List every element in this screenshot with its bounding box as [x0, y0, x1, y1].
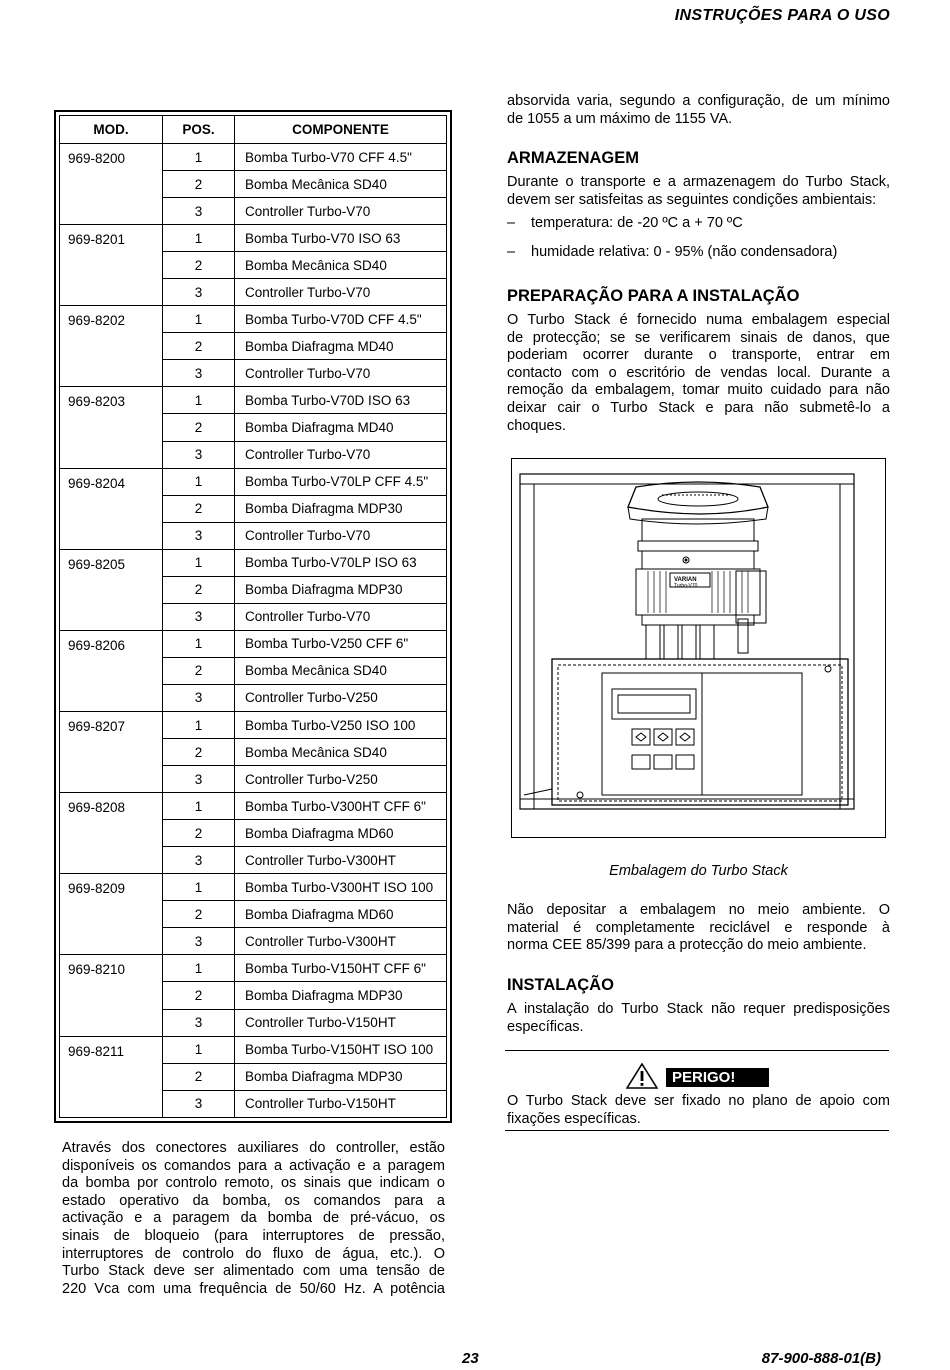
warning-triangle-icon: [626, 1063, 658, 1089]
model-cell: 969-8203: [60, 387, 163, 468]
table-row: [60, 225, 447, 252]
text-line: choques.: [507, 417, 566, 434]
position-cell: 3: [163, 603, 235, 630]
danger-paragraph: [507, 1093, 890, 1128]
position-cell: 1: [163, 468, 235, 495]
component-cell: Controller Turbo-V300HT: [235, 847, 447, 874]
model-cell: 969-8200: [60, 144, 163, 225]
table-row: [60, 306, 447, 333]
component-cell: Bomba Diafragma MD60: [235, 901, 447, 928]
component-cell: Bomba Mecânica SD40: [235, 657, 447, 684]
section-heading-instalacao: INSTALAÇÃO: [507, 976, 614, 994]
component-cell: Controller Turbo-V150HT: [235, 1009, 447, 1036]
environment-paragraph: [507, 902, 890, 955]
text-line: 220 Vca com uma frequência de 50/60 Hz. A potência: [62, 1280, 445, 1297]
dash-bullet-icon: –: [507, 215, 516, 231]
text-line: Através dos conectores auxiliares do controller, estão: [62, 1140, 445, 1156]
position-cell: 3: [163, 684, 235, 711]
component-cell: Bomba Turbo-V70D CFF 4.5": [235, 306, 447, 333]
position-cell: 2: [163, 982, 235, 1009]
component-cell: Bomba Turbo-V150HT ISO 100: [235, 1036, 447, 1063]
power-continued-paragraph: [507, 93, 890, 128]
text-line: activação e a paragem da bomba de pré-vácuo, os: [62, 1210, 445, 1227]
text-line: remoção da embalagem, tomar muito cuidado para não: [507, 382, 890, 399]
model-cell: 969-8211: [60, 1036, 163, 1117]
text-line: de protecção; se se verificarem sinais de danos, que: [507, 329, 890, 346]
component-cell: Bomba Mecânica SD40: [235, 171, 447, 198]
table-row: [60, 1036, 447, 1063]
text-line: norma CEE 85/399 para a protecção do meio ambiente.: [507, 937, 867, 954]
position-cell: 2: [163, 495, 235, 522]
component-cell: Bomba Mecânica SD40: [235, 739, 447, 766]
model-label: Turbo-V70: [674, 583, 698, 589]
position-cell: 2: [163, 171, 235, 198]
component-cell: Bomba Mecânica SD40: [235, 252, 447, 279]
section-heading-armazenagem: ARMAZENAGEM: [507, 149, 639, 167]
position-cell: 1: [163, 306, 235, 333]
component-cell: Controller Turbo-V70: [235, 603, 447, 630]
dash-bullet-icon: –: [507, 244, 516, 260]
model-cell: 969-8209: [60, 874, 163, 955]
text-line: específicas.: [507, 1018, 584, 1035]
header-mod: MOD.: [60, 116, 163, 144]
danger-top-rule: [505, 1050, 889, 1051]
table-row: [60, 711, 447, 738]
header-componente: COMPONENTE: [235, 116, 447, 144]
page-header-title: INSTRUÇÕES PARA O USO: [674, 7, 890, 24]
component-cell: Bomba Turbo-V70LP ISO 63: [235, 549, 447, 576]
danger-bottom-rule: [505, 1130, 889, 1131]
armazenagem-paragraph: [507, 174, 890, 209]
component-cell: Bomba Turbo-V300HT CFF 6": [235, 793, 447, 820]
component-cell: Bomba Turbo-V250 ISO 100: [235, 711, 447, 738]
component-cell: Bomba Diafragma MD40: [235, 333, 447, 360]
position-cell: 2: [163, 414, 235, 441]
packaging-drawing: [512, 459, 884, 836]
component-cell: Controller Turbo-V70: [235, 441, 447, 468]
component-cell: Bomba Turbo-V70LP CFF 4.5": [235, 468, 447, 495]
text-line: fixações específicas.: [507, 1110, 641, 1127]
component-cell: Bomba Turbo-V70 ISO 63: [235, 225, 447, 252]
model-cell: 969-8202: [60, 306, 163, 387]
text-line: Durante o transporte e a armazenagem do Turbo Stack,: [507, 174, 890, 190]
preparacao-paragraph: [507, 312, 890, 435]
position-cell: 3: [163, 1009, 235, 1036]
position-cell: 2: [163, 820, 235, 847]
position-cell: 1: [163, 711, 235, 738]
table-header-row: [60, 116, 447, 144]
position-cell: 2: [163, 1063, 235, 1090]
text-line: da bomba por controlo remoto, os sinais que indicam o: [62, 1175, 445, 1192]
text-line: estado operativo da bomba, os comandos para a: [62, 1192, 445, 1209]
position-cell: 3: [163, 847, 235, 874]
model-cell: 969-8207: [60, 711, 163, 792]
position-cell: 3: [163, 279, 235, 306]
component-cell: Bomba Diafragma MD40: [235, 414, 447, 441]
text-line: O Turbo Stack é fornecido numa embalagem especial: [507, 312, 890, 328]
position-cell: 3: [163, 928, 235, 955]
table-row: [60, 793, 447, 820]
text-line: interruptores de controlo do fluxo de água, etc.). O: [62, 1245, 445, 1262]
header-pos: POS.: [163, 116, 235, 144]
bullet-text: temperatura: de -20 ºC a + 70 ºC: [531, 215, 743, 231]
position-cell: 1: [163, 874, 235, 901]
danger-badge: PERIGO!: [666, 1068, 769, 1087]
table-row: [60, 874, 447, 901]
component-cell: Controller Turbo-V70: [235, 198, 447, 225]
position-cell: 1: [163, 630, 235, 657]
turbo-stack-packaging-figure: [511, 458, 886, 838]
position-cell: 3: [163, 1090, 235, 1117]
position-cell: 3: [163, 766, 235, 793]
text-line: sinais de bloqueio (para interruptores de pressão,: [62, 1227, 445, 1244]
table-row: [60, 630, 447, 657]
bullet-humidity: [507, 244, 837, 260]
component-cell: Bomba Diafragma MD60: [235, 820, 447, 847]
model-cell: 969-8205: [60, 549, 163, 630]
position-cell: 1: [163, 793, 235, 820]
table-row: [60, 468, 447, 495]
component-cell: Bomba Turbo-V250 CFF 6": [235, 630, 447, 657]
position-cell: 1: [163, 225, 235, 252]
auxiliary-connectors-paragraph: [62, 1140, 445, 1298]
component-cell: Controller Turbo-V250: [235, 766, 447, 793]
model-cell: 969-8210: [60, 955, 163, 1036]
position-cell: 1: [163, 955, 235, 982]
position-cell: 3: [163, 522, 235, 549]
component-cell: Bomba Turbo-V150HT CFF 6": [235, 955, 447, 982]
table-row: [60, 955, 447, 982]
component-cell: Bomba Diafragma MDP30: [235, 495, 447, 522]
figure-caption: Embalagem do Turbo Stack: [609, 863, 788, 879]
component-cell: Controller Turbo-V250: [235, 684, 447, 711]
position-cell: 1: [163, 387, 235, 414]
component-cell: Controller Turbo-V70: [235, 279, 447, 306]
position-cell: 3: [163, 441, 235, 468]
component-cell: Bomba Turbo-V70 CFF 4.5": [235, 144, 447, 171]
bullet-text: humidade relativa: 0 - 95% (não condensadora): [531, 244, 838, 260]
component-cell: Bomba Turbo-V300HT ISO 100: [235, 874, 447, 901]
component-table-frame: [54, 110, 452, 1123]
model-cell: 969-8201: [60, 225, 163, 306]
component-cell: Bomba Turbo-V70D ISO 63: [235, 387, 447, 414]
component-table: [59, 115, 447, 1118]
text-line: poderiam ocorrer durante o transporte, entrar em: [507, 347, 890, 364]
component-cell: Controller Turbo-V300HT: [235, 928, 447, 955]
position-cell: 2: [163, 252, 235, 279]
instalacao-paragraph: [507, 1001, 890, 1036]
position-cell: 1: [163, 1036, 235, 1063]
page-number: 23: [462, 1350, 479, 1367]
position-cell: 2: [163, 739, 235, 766]
brand-label: VARIAN: [674, 577, 697, 583]
component-cell: Controller Turbo-V70: [235, 360, 447, 387]
text-line: Não depositar a embalagem no meio ambiente. O: [507, 902, 890, 918]
position-cell: 1: [163, 144, 235, 171]
text-line: absorvida varia, segundo a configuração, de um mínimo: [507, 93, 890, 109]
table-row: [60, 549, 447, 576]
position-cell: 2: [163, 657, 235, 684]
text-line: deixar cair o Turbo Stack e para não submetê-lo a: [507, 399, 890, 416]
text-line: Turbo Stack deve ser alimentado com uma tensão de: [62, 1263, 445, 1280]
table-row: [60, 387, 447, 414]
text-line: contacto com o escritório de vendas local. Durante a: [507, 364, 890, 381]
document-number: 87-900-888-01(B): [761, 1350, 881, 1367]
component-cell: Controller Turbo-V70: [235, 522, 447, 549]
text-line: A instalação do Turbo Stack não requer predisposições: [507, 1001, 890, 1017]
model-cell: 969-8208: [60, 793, 163, 874]
position-cell: 2: [163, 333, 235, 360]
model-cell: 969-8204: [60, 468, 163, 549]
text-line: de 1055 a um máximo de 1155 VA.: [507, 110, 733, 127]
component-cell: Bomba Diafragma MDP30: [235, 576, 447, 603]
table-row: [60, 144, 447, 171]
text-line: devem ser satisfeitas as seguintes condições ambientais:: [507, 191, 877, 208]
model-cell: 969-8206: [60, 630, 163, 711]
text-line: O Turbo Stack deve ser fixado no plano de apoio com: [507, 1093, 890, 1109]
component-cell: Controller Turbo-V150HT: [235, 1090, 447, 1117]
position-cell: 2: [163, 576, 235, 603]
text-line: material é completamente reciclável e responde à: [507, 919, 890, 936]
component-cell: Bomba Diafragma MDP30: [235, 1063, 447, 1090]
text-line: disponíveis os comandos para a activação e a paragem: [62, 1157, 445, 1174]
position-cell: 2: [163, 901, 235, 928]
section-heading-preparacao: PREPARAÇÃO PARA A INSTALAÇÃO: [507, 287, 800, 305]
position-cell: 3: [163, 360, 235, 387]
position-cell: 1: [163, 549, 235, 576]
component-cell: Bomba Diafragma MDP30: [235, 982, 447, 1009]
position-cell: 3: [163, 198, 235, 225]
bullet-temperature: [507, 215, 743, 231]
